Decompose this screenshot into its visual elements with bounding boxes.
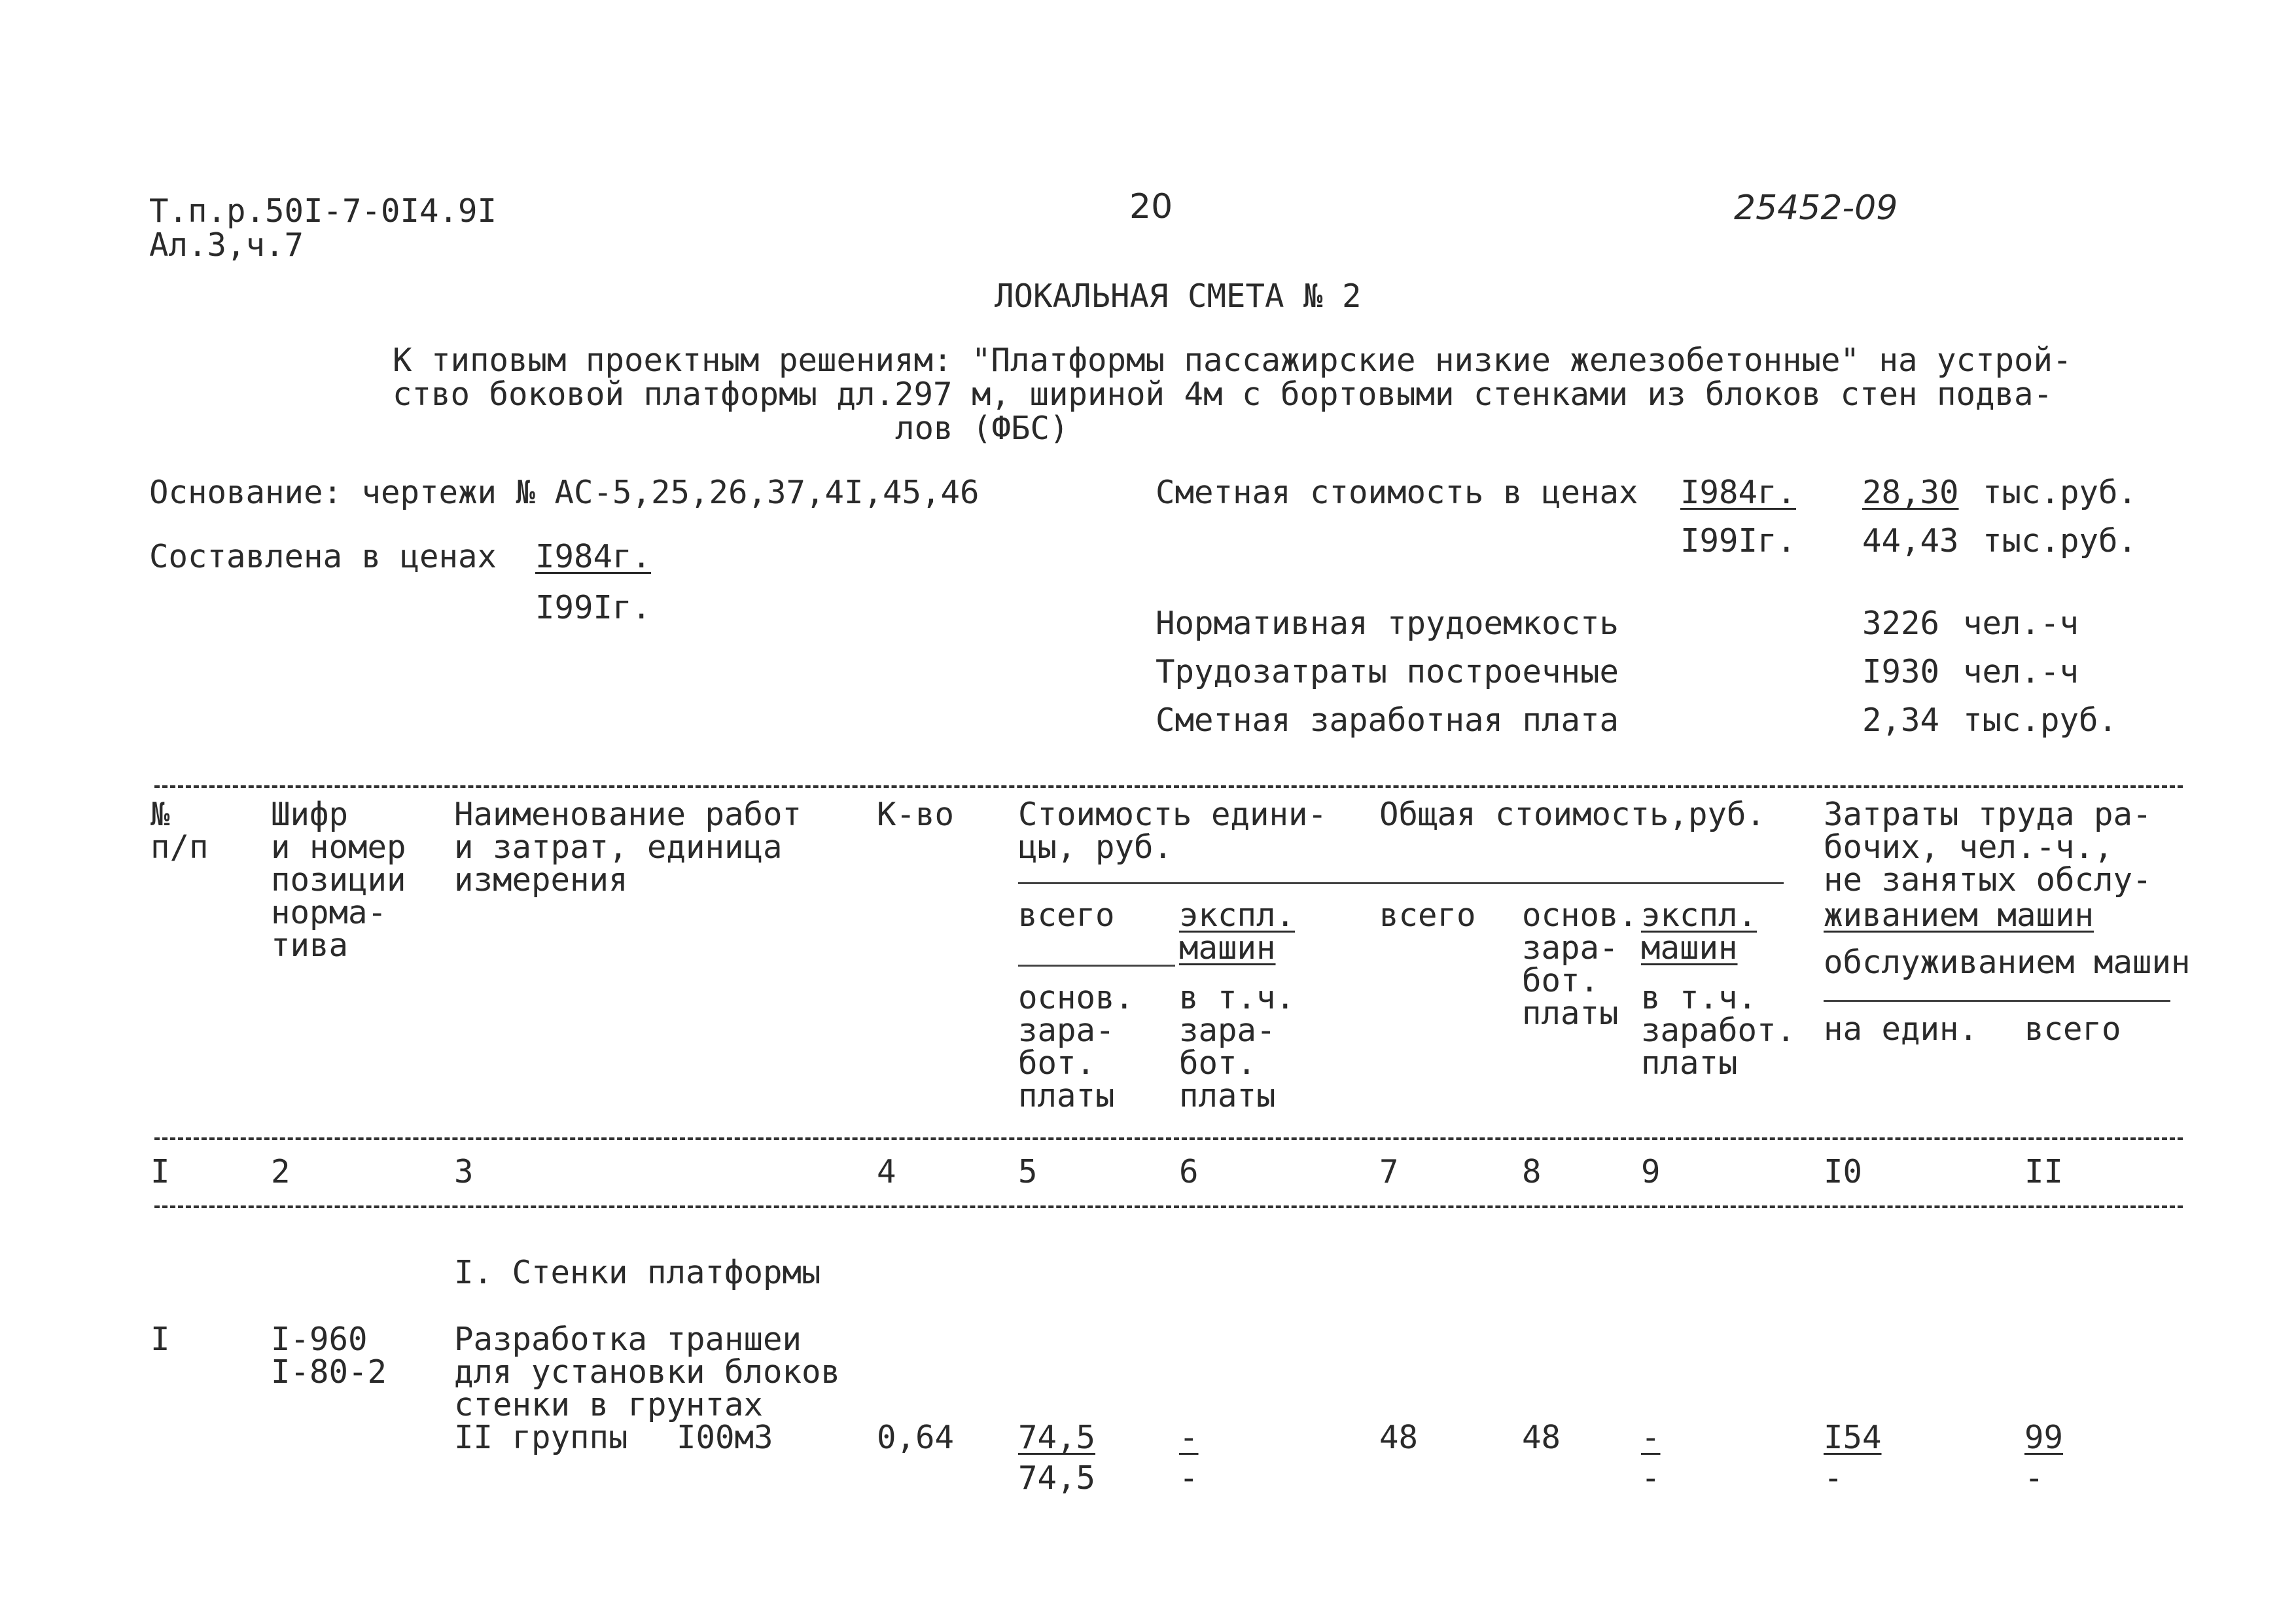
- column-number-rule: [154, 1205, 2183, 1208]
- document-code: Т.п.р.50I-7-0I4.9I: [149, 192, 497, 230]
- row-quantity: 0,64: [877, 1419, 955, 1456]
- estimated-cost-unit-1984: тыс.руб.: [1983, 474, 2138, 511]
- normative-labor-value: 3226: [1862, 605, 1940, 642]
- row-work-name: Разработка траншеи для установки блоков стенки в грунтах: [454, 1321, 841, 1423]
- column-number-3: 3: [454, 1153, 474, 1190]
- column-number-11: II: [2024, 1153, 2064, 1190]
- estimated-cost-unit-1991: тыс.руб.: [1983, 522, 2138, 560]
- column-number-9: 9: [1641, 1153, 1661, 1190]
- column-number-6: 6: [1179, 1153, 1199, 1190]
- row-labor-total: 99: [2024, 1419, 2064, 1456]
- row-unit-total: 74,5: [1018, 1419, 1096, 1456]
- row-total-machines: -: [1641, 1419, 1661, 1456]
- row-total-base-wage: 48: [1522, 1419, 1561, 1456]
- header-total-machines: экспл. машин: [1641, 897, 1757, 967]
- row-labor-total-service: -: [2024, 1459, 2044, 1497]
- header-labor: Затраты труда ра- бочих, чел.-ч., не занятых обслу-: [1824, 796, 2152, 899]
- header-labor-service: обслуживанием машин: [1824, 944, 2191, 981]
- header-total-all: всего: [1379, 897, 1476, 934]
- wage-label: Сметная заработная плата: [1156, 702, 1619, 739]
- header-total-base-wage: основ. зара- бот. платы: [1522, 897, 1638, 1032]
- section-title: I. Стенки платформы: [454, 1254, 821, 1291]
- column-number-4: 4: [877, 1153, 896, 1190]
- normative-labor-label: Нормативная трудоемкость: [1156, 605, 1619, 642]
- row-unit-machines-wage: -: [1179, 1459, 1199, 1497]
- estimated-cost-label: Сметная стоимость в ценах: [1156, 474, 1638, 511]
- normative-labor-unit: чел.-ч: [1963, 605, 2079, 642]
- subtitle-line-2: ство боковой платформы дл.297 м, шириной 4м с бортовыми стенками из блоков стен подва-: [393, 376, 2053, 413]
- inventory-number: 25452-09: [1734, 188, 1898, 228]
- header-unit-total: всего: [1018, 897, 1115, 934]
- column-number-1: I: [150, 1153, 170, 1190]
- prices-year-1991: I99Iг.: [535, 589, 652, 626]
- onsite-labor-value: I930: [1862, 653, 1940, 690]
- prices-year-1984: I984г.: [535, 538, 652, 575]
- column-number-7: 7: [1379, 1153, 1399, 1190]
- row-total-all: 48: [1379, 1419, 1419, 1456]
- header-bottom-rule: [154, 1137, 2183, 1140]
- header-total-incl-wage: в т.ч. заработ. платы: [1641, 979, 1796, 1082]
- estimated-cost-year-1991: I99Iг.: [1680, 522, 1797, 560]
- row-labor-per-unit-service: -: [1824, 1459, 1843, 1497]
- row-unit-base-wage: 74,5: [1018, 1459, 1096, 1497]
- header-quantity: К-во: [877, 796, 955, 833]
- row-work-group: II группы: [454, 1419, 628, 1456]
- estimated-cost-value-1984: 28,30: [1862, 474, 1959, 511]
- row-unit-machines: -: [1179, 1419, 1199, 1456]
- header-unit-base-wage: основ. зара- бот. платы: [1018, 979, 1135, 1115]
- row-code: I-960 I-80-2: [271, 1321, 387, 1391]
- row-total-machines-wage: -: [1641, 1459, 1661, 1497]
- row-number: I: [150, 1321, 170, 1358]
- onsite-labor-label: Трудозатраты построечные: [1156, 653, 1619, 690]
- header-unit-incl-wage: в т.ч. зара- бот. платы: [1179, 979, 1296, 1115]
- onsite-labor-unit: чел.-ч: [1963, 653, 2079, 690]
- subtitle-line-3: лов (ФБС): [895, 410, 1069, 447]
- header-total-cost: Общая стоимость,руб.: [1379, 796, 1766, 833]
- table-top-rule: [154, 785, 2183, 788]
- estimated-cost-year-1984: I984г.: [1680, 474, 1797, 511]
- album-reference: Ал.3,ч.7: [149, 226, 304, 264]
- header-unit-machines: экспл. машин: [1179, 897, 1296, 967]
- header-labor-per-unit: на един.: [1824, 1010, 1979, 1048]
- column-number-8: 8: [1522, 1153, 1542, 1190]
- wage-unit: тыс.руб.: [1963, 702, 2118, 739]
- column-number-2: 2: [271, 1153, 291, 1190]
- header-labor-underlined: живанием машин: [1824, 897, 2094, 934]
- row-labor-per-unit: I54: [1824, 1419, 1882, 1456]
- subtitle-line-1: К типовым проектным решениям: "Платформы пассажирские низкие железобетонные" на устрой-: [393, 342, 2072, 379]
- header-code: Шифр и номер позиции норма- тива: [271, 796, 406, 964]
- labor-service-rule: [1824, 1000, 2170, 1002]
- column-number-5: 5: [1018, 1153, 1038, 1190]
- header-work-name: Наименование работ и затрат, единица измерения: [454, 796, 802, 899]
- page-number: 20: [1129, 187, 1173, 226]
- header-row-number: № п/п: [150, 796, 209, 866]
- header-labor-total: всего: [2024, 1010, 2121, 1048]
- wage-value: 2,34: [1862, 702, 1940, 739]
- basis-drawings: Основание: чертежи № АС-5,25,26,37,4I,45,46: [149, 474, 980, 511]
- row-unit: I00м3: [677, 1419, 773, 1456]
- cost-group-rule: [1018, 882, 1784, 884]
- document-title: ЛОКАЛЬНАЯ СМЕТА № 2: [995, 277, 1362, 315]
- estimated-cost-value-1991: 44,43: [1862, 522, 1959, 560]
- column-number-10: I0: [1824, 1153, 1863, 1190]
- prices-label: Составлена в ценах: [149, 538, 497, 575]
- unit-total-rule: [1018, 965, 1175, 967]
- header-unit-cost: Стоимость едини- цы, руб.: [1018, 796, 1328, 866]
